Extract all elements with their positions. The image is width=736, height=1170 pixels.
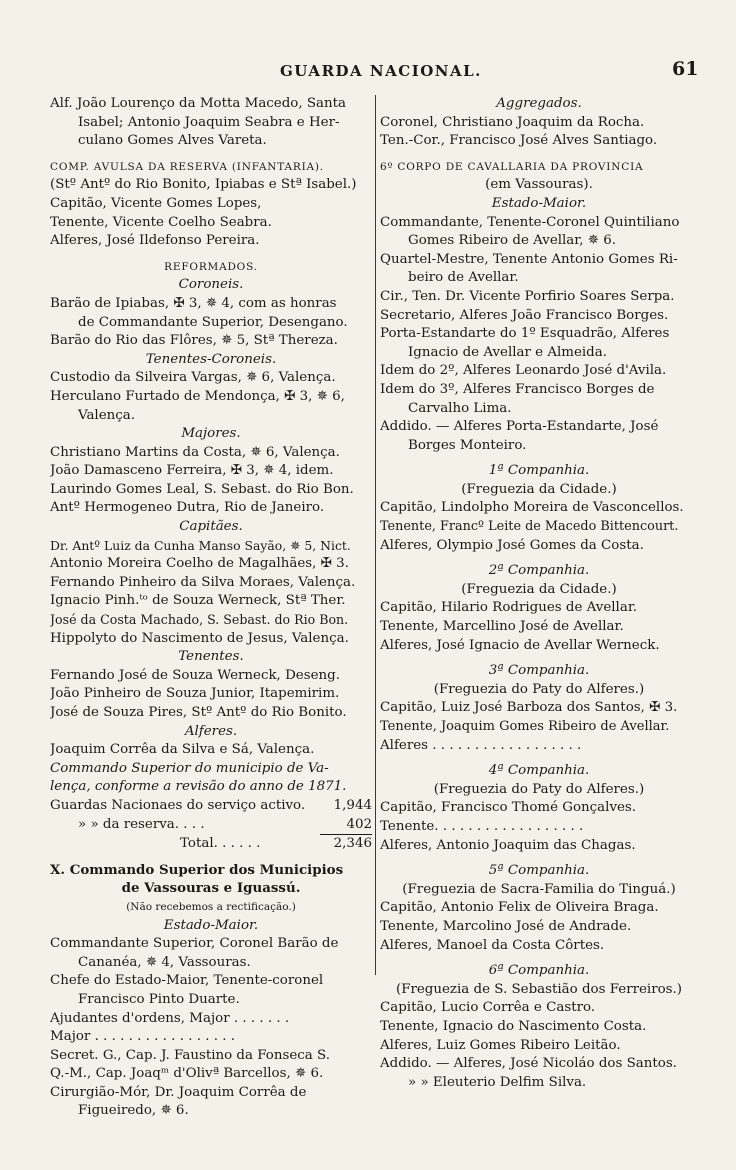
companhia-heading: 6ª Companhia.: [488, 963, 590, 979]
rank-heading: Capitães.: [179, 519, 243, 535]
command-note: lença, conforme a revisão do anno de 1871.: [50, 779, 347, 795]
staff-entry: Commandante Superior, Coronel Barão de: [50, 936, 339, 952]
companhia-heading: 2ª Companhia.: [488, 563, 590, 579]
alferes-entry-line: Alf. João Lourenço da Motta Macedo, Santa: [50, 96, 347, 111]
staff-entry: Cir., Ten. Dr. Vicente Porfirio Soares Serpa.: [380, 288, 675, 304]
roster-entry: Alferes, José Ignacio de Avellar Werneck.: [380, 637, 660, 653]
section-heading: REFORMADOS.: [164, 260, 258, 273]
roster-entry: Dr. Antº Luiz da Cunha Manso Sayão, ✵ 5, Nict.: [50, 537, 351, 553]
rank-heading: Tenentes-Coroneis.: [145, 351, 277, 367]
staff-entry: Secretario, Alferes João Francisco Borges.: [380, 307, 669, 323]
staff-entry: Addido. — Alferes Porta-Estandarte, José: [380, 419, 659, 435]
section-x-heading: X. Commando Superior dos Municipios: [50, 861, 344, 878]
companhia-heading: 3ª Companhia.: [488, 663, 590, 679]
staff-entry: Francisco Pinto Duarte.: [78, 991, 240, 1007]
roster-entry: Tenente, Vicente Coelho Seabra.: [50, 214, 272, 230]
roster-entry: Fernando José de Souza Werneck, Deseng.: [50, 667, 340, 683]
guardas-activo-value: 1,944: [333, 797, 372, 813]
roster-entry: Alferes . . . . . . . . . . . . . . . . . .: [380, 737, 582, 753]
staff-entry: Quartel-Mestre, Tenente Antonio Gomes Ri-: [380, 251, 678, 267]
staff-entry: Commandante, Tenente-Coronel Quintiliano: [380, 214, 680, 230]
guardas-reserva-row: [50, 816, 372, 835]
staff-entry: Porta-Estandarte do 1º Esquadrão, Alferes: [380, 326, 670, 342]
roster-entry: Barão de Ipiabas, ✠ 3, ✵ 4, com as honras: [50, 295, 337, 311]
roster-entry: Fernando Pinheiro da Silva Moraes, Valença.: [50, 574, 356, 590]
roster-entry: Laurindo Gomes Leal, S. Sebast. do Rio Bon.: [50, 481, 354, 497]
location-note: (Stº Antº do Rio Bonito, Ipiabas e Stª Isabel.): [50, 177, 357, 193]
total-label: Total. . . . . .: [180, 836, 261, 852]
roster-entry: Addido. — Alferes, José Nicoláo dos Santos.: [380, 1056, 677, 1072]
staff-entry: Secret. G., Cap. J. Faustino da Fonseca S.: [50, 1047, 330, 1063]
roster-entry: Ignacio Pinh.ᵗᵒ de Souza Werneck, Stª Ther.: [50, 593, 346, 609]
companhia-location: (Freguezia do Paty do Alferes.): [433, 781, 645, 797]
alferes-entry-line: culano Gomes Alves Vareta.: [78, 133, 267, 149]
roster-entry: Tenente. . . . . . . . . . . . . . . . . .: [380, 818, 584, 834]
column-divider: [375, 95, 376, 975]
roster-entry: Capitão, Hilario Rodrigues de Avellar.: [380, 600, 638, 616]
companhia-location: (Freguezia de S. Sebastião dos Ferreiros.): [395, 981, 683, 997]
companhia-heading: 1ª Companhia.: [488, 463, 590, 479]
staff-entry: Borges Monteiro.: [408, 437, 527, 453]
roster-entry: João Pinheiro de Souza Junior, Itapemirim.: [50, 686, 340, 702]
staff-entry: Carvalho Lima.: [408, 400, 512, 416]
aggregados-heading: Aggregados.: [496, 96, 582, 111]
roster-entry: Valença.: [78, 407, 135, 423]
roster-entry: Ten.-Cor., Francisco José Alves Santiago.: [380, 133, 658, 149]
corpo-location: (em Vassouras).: [485, 177, 593, 193]
estado-maior-heading: Estado-Maior.: [491, 195, 587, 211]
corpo-heading: 6º CORPO DE CAVALLARIA DA PROVINCIA: [380, 160, 644, 173]
roster-entry: » » Eleuterio Delfim Silva.: [408, 1074, 587, 1090]
guardas-reserva-value: 402: [346, 816, 372, 832]
running-head: GUARDA NACIONAL.: [280, 62, 482, 80]
rank-heading: Tenentes.: [178, 649, 244, 665]
rank-heading: Alferes.: [184, 723, 238, 739]
roster-entry: Tenente, Francº Leite de Macedo Bittencourt.: [380, 519, 679, 535]
roster-entry: Alferes, José Ildefonso Pereira.: [50, 233, 260, 249]
roster-entry: José da Costa Machado, S. Sebast. do Rio Bon.: [50, 612, 349, 628]
staff-entry: Cananéa, ✵ 4, Vassouras.: [78, 954, 251, 970]
roster-entry: Joaquim Corrêa da Silva e Sá, Valença.: [50, 742, 315, 758]
roster-entry: Coronel, Christiano Joaquim da Rocha.: [380, 114, 645, 130]
roster-entry: José de Souza Pires, Stº Antº do Rio Bonito.: [50, 705, 347, 720]
roster-entry: Christiano Martins da Costa, ✵ 6, Valença.: [50, 444, 340, 460]
roster-entry: Alferes, Luiz Gomes Ribeiro Leitão.: [380, 1037, 621, 1053]
staff-entry: Cirurgião-Mór, Dr. Joaquim Corrêa de: [50, 1084, 307, 1100]
roster-entry: Tenente, Joaquim Gomes Ribeiro de Avellar.: [380, 719, 670, 734]
estado-maior-heading: Estado-Maior.: [163, 917, 259, 933]
left-column: [50, 95, 372, 1121]
section-x-note: (Não recebemos a rectificação.): [126, 900, 296, 913]
section-x-heading: de Vassouras e Iguassú.: [121, 880, 301, 897]
command-note: Commando Superior do municipio de Va-: [50, 760, 329, 776]
roster-entry: Antº Hermogeneo Dutra, Rio de Janeiro.: [50, 500, 325, 516]
guardas-reserva-label: » » da reserva. . . .: [78, 816, 205, 832]
companhia-location: (Freguezia da Cidade.): [461, 481, 617, 497]
roster-entry: de Commandante Superior, Desengano.: [78, 314, 348, 330]
staff-entry: Ignacio de Avellar e Almeida.: [408, 344, 607, 360]
roster-entry: Herculano Furtado de Mendonça, ✠ 3, ✵ 6,: [50, 388, 345, 404]
companhia-location: (Freguezia do Paty do Alferes.): [433, 681, 645, 697]
roster-entry: Capitão, Francisco Thomé Gonçalves.: [380, 800, 637, 816]
roster-entry: Alferes, Olympio José Gomes da Costa.: [380, 537, 644, 553]
companhia-location: (Freguezia de Sacra-Familia do Tinguá.): [402, 881, 676, 897]
roster-entry: Capitão, Vicente Gomes Lopes,: [50, 195, 262, 211]
staff-entry: beiro de Avellar.: [408, 270, 519, 286]
page-number: 61: [672, 58, 699, 80]
staff-entry: Chefe do Estado-Maior, Tenente-coronel: [50, 973, 324, 989]
roster-entry: Capitão, Antonio Felix de Oliveira Braga.: [380, 900, 659, 916]
rank-heading: Coroneis.: [178, 277, 244, 293]
roster-entry: Capitão, Luiz José Barboza dos Santos, ✠ 3.: [380, 700, 678, 716]
total-value: 2,346: [333, 836, 372, 852]
roster-entry: Tenente, Ignacio do Nascimento Costa.: [380, 1018, 647, 1034]
roster-entry: João Damasceno Ferreira, ✠ 3, ✵ 4, idem.: [50, 463, 334, 479]
staff-entry: Gomes Ribeiro de Avellar, ✵ 6.: [408, 233, 616, 249]
roster-entry: Tenente, Marcolino José de Andrade.: [380, 918, 632, 934]
companhia-heading: 5ª Companhia.: [488, 863, 590, 879]
roster-entry: Tenente, Marcellino José de Avellar.: [380, 619, 624, 635]
companhia-location: (Freguezia da Cidade.): [461, 581, 617, 597]
staff-entry: Major . . . . . . . . . . . . . . . . .: [50, 1029, 236, 1045]
guardas-activo-row: [50, 797, 372, 816]
roster-entry: Capitão, Lucio Corrêa e Castro.: [380, 1000, 596, 1016]
staff-entry: Idem do 2º, Alferes Leonardo José d'Avila.: [380, 363, 667, 379]
staff-entry: Idem do 3º, Alferes Francisco Borges de: [380, 381, 655, 397]
roster-entry: Capitão, Lindolpho Moreira de Vasconcellos.: [380, 500, 684, 516]
total-row: [50, 835, 372, 854]
section-heading: COMP. AVULSA DA RESERVA (INFANTARIA).: [50, 160, 324, 173]
roster-entry: Custodio da Silveira Vargas, ✵ 6, Valença.: [50, 370, 336, 386]
guardas-activo-label: Guardas Nacionaes do serviço activo.: [50, 797, 306, 813]
staff-entry: Ajudantes d'ordens, Major . . . . . . .: [50, 1010, 290, 1026]
rank-heading: Majores.: [181, 426, 241, 442]
roster-entry: Alferes, Manoel da Costa Côrtes.: [380, 937, 605, 953]
staff-entry: Figueiredo, ✵ 6.: [78, 1103, 189, 1119]
roster-entry: Antonio Moreira Coelho de Magalhães, ✠ 3.: [50, 556, 349, 572]
roster-entry: Alferes, Antonio Joaquim das Chagas.: [380, 837, 636, 853]
roster-entry: Hippolyto do Nascimento de Jesus, Valença.: [50, 630, 349, 646]
roster-entry: Barão do Rio das Flôres, ✵ 5, Stª Thereza.: [50, 333, 338, 349]
right-column: [380, 95, 698, 1092]
companhia-heading: 4ª Companhia.: [488, 763, 590, 779]
staff-entry: Q.-M., Cap. Joaqᵐ d'Olivª Barcellos, ✵ 6.: [50, 1066, 324, 1082]
alferes-entry-line: Isabel; Antonio Joaquim Seabra e Her-: [78, 114, 340, 130]
